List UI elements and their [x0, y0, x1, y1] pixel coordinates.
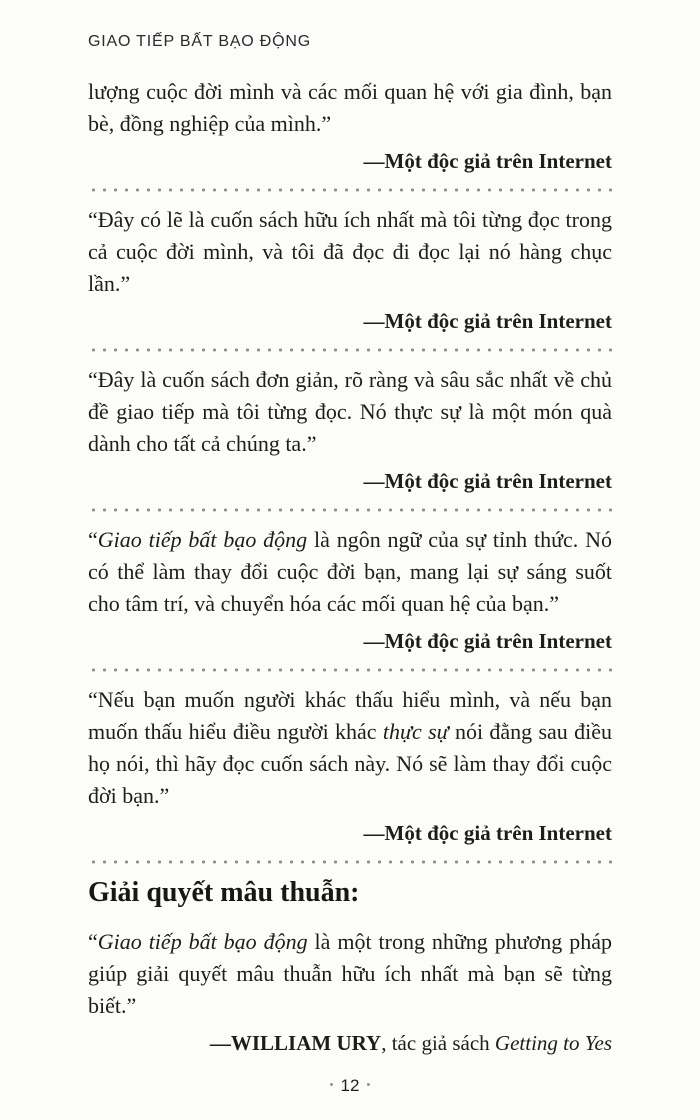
text-segment: “Nếu bạn muốn người khác thấu hiểu mình, và nếu bạn muốn thấu hiểu điều người khác [88, 687, 612, 744]
dotted-separator [88, 188, 612, 192]
testimonial-attribution: —Một độc giả trên Internet [363, 821, 612, 845]
testimonial-attribution: —Một độc giả trên Internet [363, 629, 612, 653]
text-segment: , tác giả sách [381, 1031, 495, 1055]
text-segment: là ngôn ngữ của sự tỉnh thức. Nó có thể làm thay đổi cuộc đời bạn, mang lại sự sáng suốt cho tâm trí, và chuyển hóa các mối quan hệ của bạn.” [88, 527, 612, 616]
dotted-separator [88, 860, 612, 864]
text-segment: Giao tiếp bất bạo động [97, 929, 308, 954]
section-heading: Giải quyết mâu thuẫn: [88, 877, 360, 908]
running-header: GIAO TIẾP BẤT BẠO ĐỘNG [88, 33, 311, 50]
text-segment: nói đằng sau điều họ nói, thì hãy đọc cuốn sách này. Nó sẽ làm thay đổi cuộc đời bạn.” [88, 719, 612, 808]
dotted-separator [88, 508, 612, 512]
testimonial-quote [88, 364, 612, 460]
section-quote [88, 926, 612, 1022]
text-segment: “Đây là cuốn sách đơn giản, rõ ràng và sâu sắc nhất về chủ đề giao tiếp mà tôi từng đọc. Nó thực sự là một món quà dành cho tất cả chúng ta.” [88, 367, 612, 456]
testimonial-quote [88, 684, 612, 812]
folio-left-dot: • [329, 1079, 334, 1091]
text-segment: Giao tiếp bất bạo động [97, 527, 308, 552]
testimonial-attribution: —Một độc giả trên Internet [363, 149, 612, 173]
text-segment: —WILLIAM URY [209, 1031, 382, 1055]
dotted-separator [88, 348, 612, 352]
folio-right-dot: • [366, 1079, 371, 1091]
text-segment: lượng cuộc đời mình và các mối quan hệ với gia đình, bạn bè, đồng nghiệp của mình.” [88, 79, 612, 136]
dotted-separator [88, 668, 612, 672]
testimonial-attribution: —Một độc giả trên Internet [363, 309, 612, 333]
testimonial-quote [88, 524, 612, 620]
page-number: 12 [340, 1076, 360, 1095]
testimonial-quote [88, 204, 612, 300]
page-footer [0, 1076, 700, 1096]
text-segment: thực sự [382, 719, 449, 744]
text-segment: Getting to Yes [494, 1031, 612, 1055]
testimonial-quote [88, 76, 612, 140]
testimonial-attribution: —Một độc giả trên Internet [363, 469, 612, 493]
text-segment: là một trong những phương pháp giúp giải quyết mâu thuẫn hữu ích nhất mà bạn sẽ từng biết.” [88, 929, 612, 1018]
text-segment: “ [88, 527, 98, 552]
section-attribution [88, 1028, 612, 1058]
text-segment: “Đây có lẽ là cuốn sách hữu ích nhất mà tôi từng đọc trong cả cuộc đời mình, và tôi đã đọc đi đọc lại nó hàng chục lần.” [88, 207, 612, 296]
text-segment: “ [88, 929, 98, 954]
